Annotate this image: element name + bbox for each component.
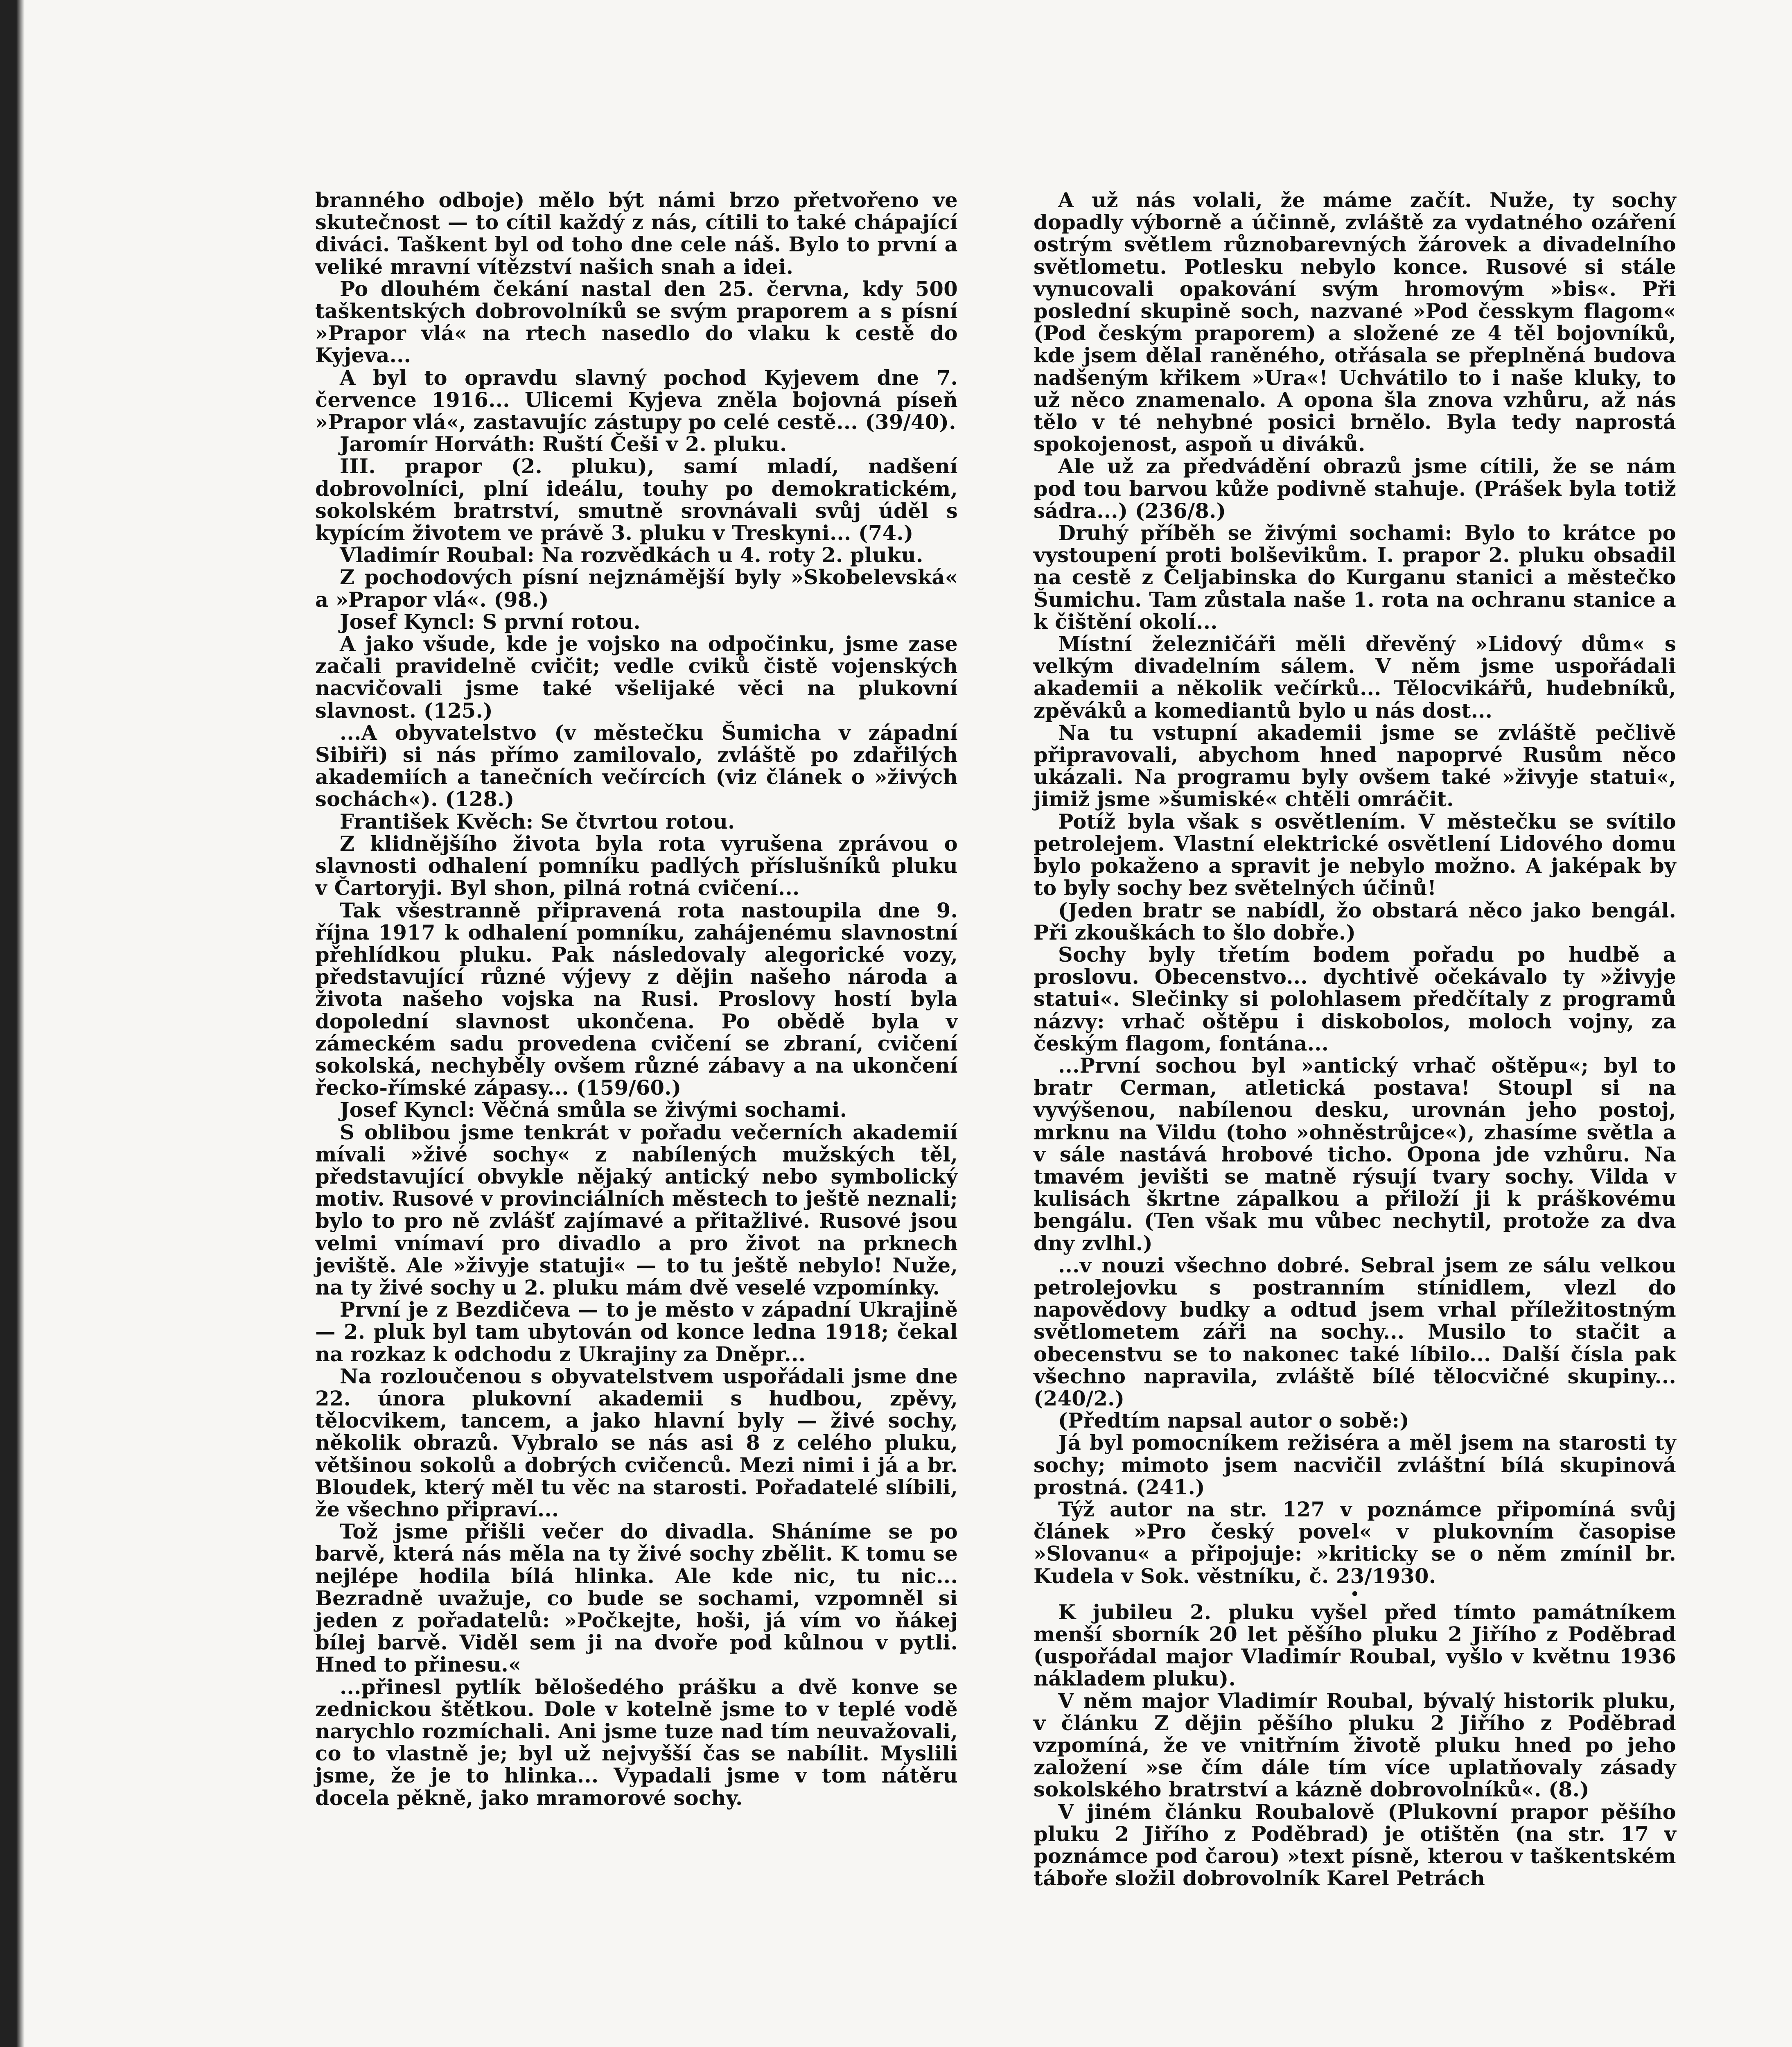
paragraph: První je z Bezdičeva — to je město v západní Ukrajině — 2. pluk byl tam ubytován od konce ledna 1918; čekal na rozkaz k odchodu z Ukrajiny za Dněpr... xyxy=(315,1298,958,1366)
paragraph: ...v nouzi všechno dobré. Sebral jsem ze sálu velkou petrolejovku s postranním stínidlem, vlezl do napovědovy budky a odtud jsem vrhal příležitostným světlometem záři na sochy... Musilo to stačit a obecenstvu se to nakonec také líbilo... Další čísla pak všechno napravila, zvláště bílé tělocvičné skupiny... (240/2.) xyxy=(1034,1253,1676,1410)
paragraph: ...přinesl pytlík bělošedého prášku a dvě konve se zednickou štětkou. Dole v kotelně jsme to v teplé vodě narychlo rozmíchali. Ani jsme tuze nad tím neuvažovali, co to vlastně je; byl už nejvyšší čas se nabílit. Myslili jsme, že je to hlinka... Vypadali jsme v tom nátěru docela pěkně, jako mramorové sochy. xyxy=(315,1675,958,1810)
paragraph: Druhý příběh se živými sochami: Bylo to krátce po vystoupení proti bolševikům. I. prapor 2. pluku obsadil na cestě z Čeljabinska do Kurganu stanici a městečko Šumichu. Tam zůstala naše 1. rota na ochranu stanice a k čištění okolí... xyxy=(1034,521,1676,634)
paragraph: Z klidnějšího života byla rota vyrušena zprávou o slavnosti odhalení pomníku padlých příslušníků pluku v Čartoryji. Byl shon, pilná rotná cvičení... xyxy=(315,831,958,900)
paragraph: ...První sochou byl »antický vrhač oštěpu«; byl to bratr Cerman, atletická postava! Stoupl si na vyvýšenou, nabílenou desku, urovnán jeho postoj, mrknu na Vildu (toho »ohněstrůjce«), zhasíme světla a v sále nastává hrobové ticho. Opona jde vzhůru. Na tmavém jevišti se matně rýsují tvary sochy. Vilda v kulisách škrtne zápalkou a přiloží ji k práškovému bengálu. (Ten však mu vůbec nechytil, protože za dva dny zvlhl.) xyxy=(1034,1053,1676,1255)
paragraph: Po dlouhém čekání nastal den 25. června, kdy 500 taškentských dobrovolníků se svým praporem a s písní »Prapor vlá« na rtech nasedlo do vlaku k cestě do Kyjeva... xyxy=(315,277,958,368)
paragraph: K jubileu 2. pluku vyšel před tímto památníkem menší sborník 20 let pěšího pluku 2 Jiřího z Poděbrad (uspořádal major Vladimír Roubal, vyšlo v květnu 1936 nákladem pluku). xyxy=(1034,1600,1676,1691)
paragraph: A už nás volali, že máme začít. Nuže, ty sochy dopadly výborně a účinně, zvláště za vydatného ozáření ostrým světlem různobarevných žárovek a divadelního světlometu. Potlesku nebylo konce. Rusové si stále vynucovali opakování svým hromovým »bis«. Při poslední skupině soch, nazvané »Pod česskym flagom« (Pod českým praporem) a složené ze 4 těl bojovníků, kde jsem dělal raněného, otřásala se přeplněná budova nadšeným křikem »Ura«! Uchvátilo to i naše kluky, to už něco znamenalo. A opona šla znova vzhůru, až nás tělo v té nehybné posici brnělo. Byla tedy naprostá spokojenost, aspoň u diváků. xyxy=(1034,188,1676,456)
paragraph: Na rozloučenou s obyvatelstvem uspořádali jsme dne 22. února plukovní akademii s hudbou, zpěvy, tělocvikem, tancem, a jako hlavní byly — živé sochy, několik obrazů. Vybralo se nás asi 8 z celého pluku, většinou sokolů a dobrých cvičenců. Mezi nimi i já a br. Bloudek, který měl tu věc na starosti. Pořadatelé slíbili, že všechno připraví... xyxy=(315,1364,958,1521)
section-separator: • xyxy=(1350,1586,1360,1602)
paragraph: František Kvěch: Se čtvrtou rotou. xyxy=(340,809,735,834)
left-column xyxy=(315,189,958,1809)
right-column xyxy=(1034,189,1676,1889)
paragraph: Sochy byly třetím bodem pořadu po hudbě a proslovu. Obecenstvo... dychtivě očekávalo ty »živyje statui«. Slečinky si polohlasem předčítaly z programů názvy: vrhač oštěpu i diskobolos, moloch vojny, za českým flagom, fontána... xyxy=(1034,942,1676,1055)
paragraph: A jako všude, kde je vojsko na odpočinku, jsme zase začali pravidelně cvičit; vedle cviků čistě vojenských nacvičovali jsme také všelijaké věci na plukovní slavnost. (125.) xyxy=(315,632,958,723)
paragraph: ...A obyvatelstvo (v městečku Šumicha v západní Sibiři) si nás přímo zamilovalo, zvláště po zdařilých akademiích a tanečních večírcích (viz článek o »živých sochách«). (128.) xyxy=(315,721,958,811)
paragraph: Vladimír Roubal: Na rozvědkách u 4. roty 2. pluku. xyxy=(340,543,923,567)
paragraph: Jaromír Horváth: Ruští Češi v 2. pluku. xyxy=(340,432,787,456)
paragraph: Potíž byla však s osvětlením. V městečku se svítilo petrolejem. Vlastní elektrické osvětlení Lidového domu bylo pokaženo a spravit je nebylo možno. A jaképak by to byly sochy bez světelných účinů! xyxy=(1034,809,1676,900)
paragraph: Na tu vstupní akademii jsme se zvláště pečlivě připravovali, abychom hned napoprvé Rusům něco ukázali. Na programu byly ovšem také »živyje statui«, jimiž jsme »šumiské« chtěli omráčit. xyxy=(1034,721,1676,811)
paragraph: Místní železničáři měli dřevěný »Lidový dům« s velkým divadelním sálem. V něm jsme uspořádali akademii a několik večírků... Tělocvikářů, hudebníků, zpěváků a komediantů bylo u nás dost... xyxy=(1034,632,1676,723)
paragraph: Ale už za předvádění obrazů jsme cítili, že se nám pod tou barvou kůže podivně stahuje. (Prášek byla totiž sádra...) (236/8.) xyxy=(1034,454,1676,523)
paragraph: S oblibou jsme tenkrát v pořadu večerních akademií mívali »živé sochy« z nabílených mužských těl, představující obvykle nějaký antický nebo symbolický motiv. Rusové v provinciálních městech to ještě neznali; bylo to pro ně zvlášť zajímavé a přitažlivé. Rusové jsou velmi vnímaví pro divadlo a pro život na prknech jeviště. Ale »živyje statuji« — to tu ještě nebylo! Nuže, na ty živé sochy u 2. pluku mám dvě veselé vzpomínky. xyxy=(315,1120,958,1299)
paragraph: Týž autor na str. 127 v poznámce připomíná svůj článek »Pro český povel« v plukovním časopise »Slovanu« a připojuje: »kriticky se o něm zmínil br. Kudela v Sok. věstníku, č. 23/1930. xyxy=(1034,1497,1676,1588)
paragraph: V jiném článku Roubalově (Plukovní prapor pěšího pluku 2 Jiřího z Poděbrad) je otištěn (na str. 17 v poznámce pod čarou) »text písně, kterou v taškentském táboře složil dobrovolník Karel Petrách xyxy=(1034,1800,1676,1891)
paragraph: (Jeden bratr se nabídl, žo obstará něco jako bengál. Při zkouškách to šlo dobře.) xyxy=(1034,898,1676,944)
paragraph: Josef Kyncl: S první rotou. xyxy=(340,610,641,634)
scan-edge xyxy=(0,0,25,2047)
paragraph: branného odboje) mělo být námi brzo přetvořeno ve skutečnost — to cítil každý z nás, cítili to také chápající diváci. Taškent byl od toho dne cele náš. Bylo to první a veliké mravní vítězství našich snah a idei. xyxy=(315,188,958,279)
paragraph: III. prapor (2. pluku), samí mladí, nadšení dobrovolníci, plní ideálu, touhy po demokratickém, sokolském bratrství, smutně srovnávali svůj úděl s kypícím životem ve právě 3. pluku v Treskyni... (74.) xyxy=(315,454,958,545)
paragraph: A byl to opravdu slavný pochod Kyjevem dne 7. července 1916... Ulicemi Kyjeva zněla bojovná píseň »Prapor vlá«, zastavujíc zástupy po celé cestě... (39/40). xyxy=(315,366,958,434)
paragraph: (Předtím napsal autor o sobě:) xyxy=(1058,1409,1409,1433)
paragraph: Josef Kyncl: Věčná smůla se živými sochami. xyxy=(340,1098,847,1122)
paragraph: Já byl pomocníkem režiséra a měl jsem na starosti ty sochy; mimoto jsem nacvičil zvláštní bílá skupinová prostná. (241.) xyxy=(1034,1431,1676,1499)
paragraph: Tož jsme přišli večer do divadla. Sháníme se po barvě, která nás měla na ty živé sochy zbělit. K tomu se nejlépe hodila bílá hlinka. Ale kde nic, tu nic... Bezradně uvažuje, co bude se sochami, vzpomněl si jeden z pořadatelů: »Počkejte, hoši, já vím vo ňákej bílej barvě. Viděl sem ji na dvoře pod kůlnou v pytli. Hned to přinesu.« xyxy=(315,1520,958,1677)
paragraph: Tak všestranně připravená rota nastoupila dne 9. října 1917 k odhalení pomníku, zahájenému slavnostní přehlídkou pluku. Pak následovaly alegorické vozy, představující různé výjevy z dějin našeho národa a života našeho vojska na Rusi. Proslovy hostí byla dopolední slavnost ukončena. Po obědě byla v zámeckém sadu provedena cvičení se zbraní, cvičení sokolská, nechyběly ovšem různé zábavy a na ukončení řecko-římské zápasy... (159/60.) xyxy=(315,898,958,1100)
paragraph: Z pochodových písní nejznámější byly »Skobelevská« a »Prapor vlá«. (98.) xyxy=(315,565,958,612)
paragraph: V něm major Vladimír Roubal, bývalý historik pluku, v článku Z dějin pěšího pluku 2 Jiřího z Poděbrad vzpomíná, že ve vnitřním životě pluku hned po jeho založení »se čím dále tím více uplatňovaly zásady sokolského bratrství a kázně dobrovolníků«. (8.) xyxy=(1034,1689,1676,1802)
